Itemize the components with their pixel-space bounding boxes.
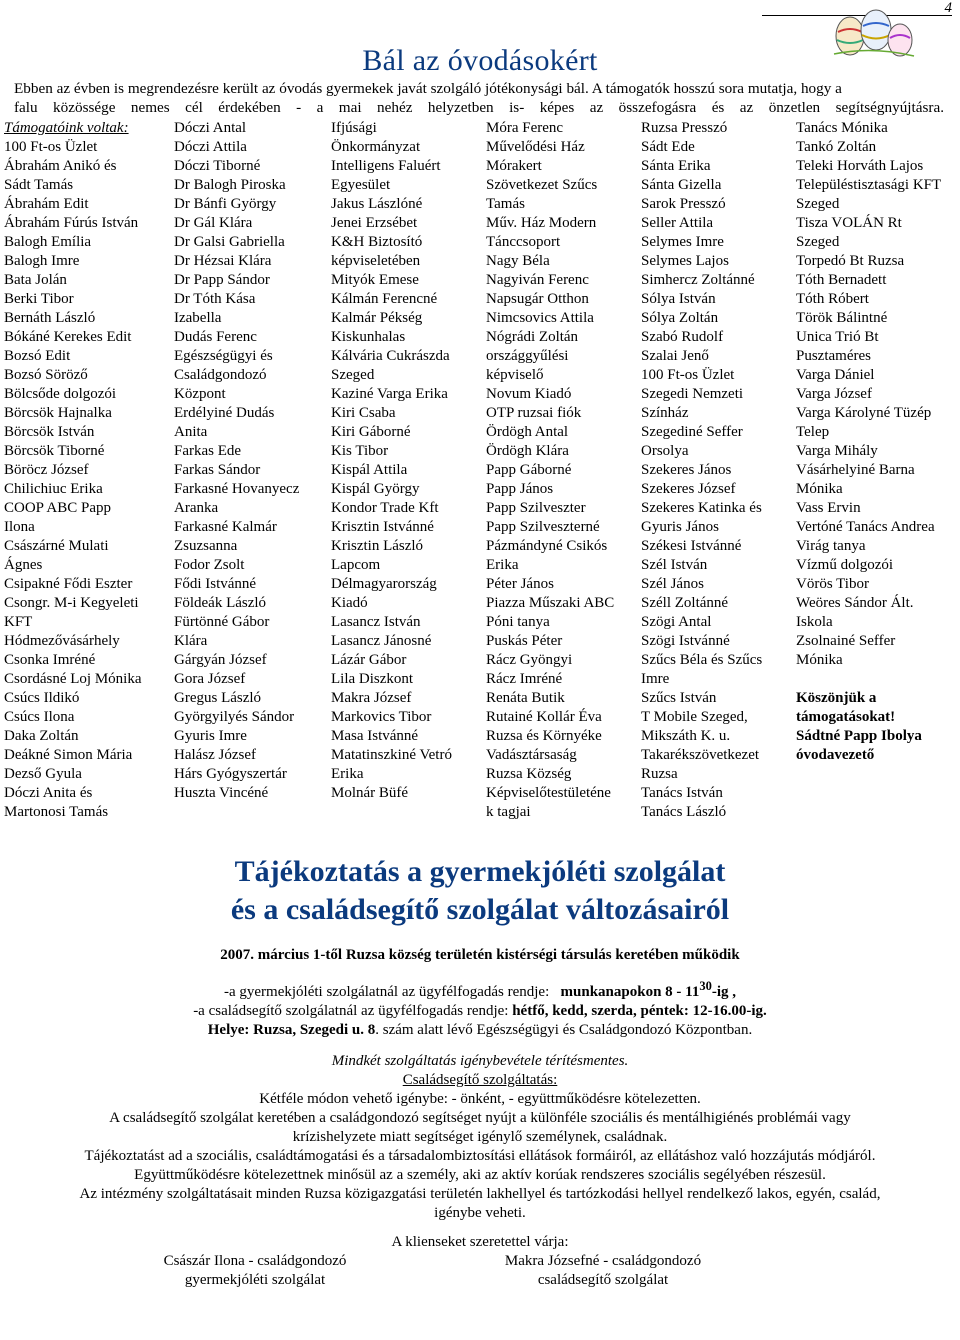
supporter-entry: Szövetkezet Szűcs (486, 177, 598, 193)
paragraph: Tájékoztatást ad a szociális, családtámogatási és a társadalombiztosítási ellátások formáiról, az ellátáshoz való hozzájutás módjáról. (84, 1148, 876, 1164)
supporter-entry: Képviselőtestületéne (486, 785, 611, 801)
supporter-entry: OTP ruzsai fiók (486, 405, 582, 421)
paragraph: krízishelyzete miatt segítséget igénylő személynek, családnak. (292, 1129, 668, 1145)
thanks-note (796, 689, 941, 763)
supporter-entry: Börcsök Tiborné (4, 443, 105, 459)
supporter-entry: T Mobile Szeged, (641, 709, 748, 725)
article-title: Bál az óvodásokért (362, 44, 598, 77)
supporter-entry: Iskola (796, 614, 833, 630)
supporter-entry: Csonka Imréné (4, 652, 96, 668)
spacer (796, 670, 941, 689)
supporter-entry: Varga Dániel (796, 367, 875, 383)
supporter-entry: Lila Diszkont (331, 671, 414, 687)
paragraph: A családsegítő szolgálat keretében a családgondozó segítséget nyújt a különféle szociális és mentálhigiénés problémái vagy (109, 1110, 851, 1126)
supporter-entry: Szűcs Béla és Szűcs (641, 652, 763, 668)
supporter-entry: Teleki Horváth Lajos (796, 158, 924, 174)
supporter-entry: Zsuzsanna (174, 538, 238, 554)
supporter-entry: Huszta Vincéné (174, 785, 269, 801)
supporter-entry: COOP ABC Papp (4, 500, 111, 516)
supporters-column-1 (4, 119, 141, 822)
supporter-entry: Matatinszkiné Vetró (331, 747, 452, 763)
thanks-line: Köszönjük a (796, 690, 877, 706)
supporter-entry: Erika (486, 557, 519, 573)
supporter-entry: Nimcsovics Attila (486, 310, 594, 326)
lead-paragraph: 2007. március 1-től Ruzsa község területén kistérségi társulás keretében működik (220, 947, 740, 963)
supporter-entry: Hódmezővásárhely (4, 633, 120, 649)
supporter-entry: Papp Szilveszterné (486, 519, 600, 535)
family-support-heading: Családsegítő szolgáltatás: (402, 1072, 558, 1088)
supporter-entry: Dr Tóth Kása (174, 291, 256, 307)
article-body (0, 946, 960, 1252)
supporter-entry: Nagyiván Ferenc (486, 272, 589, 288)
supporter-entry: Lapcom (331, 557, 381, 573)
supporter-entry: Virág tanya (796, 538, 866, 554)
supporter-entry: képviselő (486, 367, 544, 383)
paragraph: Együttműködésre kötelezettnek minősül az a személy, aki az aktív korúak rendszeres szociális segélyében részesül. (134, 1167, 826, 1183)
supporters-column-6 (796, 119, 942, 763)
hours-family-support (0, 1002, 960, 1021)
supporter-entry: Vertóné Tanács Andrea (796, 519, 935, 535)
supporter-entry: Lasancz Jánosné (331, 633, 432, 649)
supporter-entry: Műv. Ház Modern (486, 215, 597, 231)
location-label: Helye: Ruzsa, Szegedi u. 8 (207, 1022, 376, 1038)
supporter-entry: Településtisztasági KFT (796, 177, 942, 193)
supporter-entry: Tanács Mónika (796, 120, 888, 136)
supporter-entry: Szegediné Seffer (641, 424, 743, 440)
supporter-entry: Erika (331, 766, 364, 782)
supporter-entry: Papp Szilveszter (486, 500, 586, 516)
supporter-entry: Takarékszövetkezet (641, 747, 760, 763)
supporter-entry: Kálvária Cukrászda (331, 348, 450, 364)
supporter-entry: Önkormányzat (331, 139, 421, 155)
supporter-entry: Mórakert (486, 158, 542, 174)
supporter-entry: Simhercz Zoltánné (641, 272, 755, 288)
supporter-entry: Klára (174, 633, 208, 649)
thanks-line: támogatásokat! (796, 709, 896, 725)
supporter-entry: Molnár Büfé (331, 785, 409, 801)
supporter-entry: Fodor Zsolt (174, 557, 245, 573)
supporter-entry: Szögi Antal (641, 614, 712, 630)
supporter-entry: Börcsök Hajnalka (4, 405, 112, 421)
supporter-entry: Deákné Simon Mária (4, 747, 133, 763)
hours-label: -a gyermekjóléti szolgálatnál az ügyfélfogadás rendje: (223, 984, 550, 1000)
supporter-entry: Gyuris János (641, 519, 719, 535)
hours-suffix: -ig , (711, 984, 736, 1000)
supporter-entry: Kiadó (331, 595, 368, 611)
supporter-entry: Császárné Mulati (4, 538, 109, 554)
free-of-charge-note: Mindkét szolgáltatás igénybevétele térítésmentes. (331, 1053, 629, 1069)
supporter-entry: Mónika (796, 481, 843, 497)
supporter-entry: Dr Balogh Piroska (174, 177, 286, 193)
supporter-entry: Selymes Lajos (641, 253, 729, 269)
supporter-entry: Renáta Butik (486, 690, 565, 706)
supporter-entry: Györgyilyés Sándor (174, 709, 295, 725)
supporter-entry: K&H Biztosító (331, 234, 423, 250)
supporter-entry: Egyesület (331, 177, 391, 193)
supporter-entry: Telep (796, 424, 830, 440)
supporter-entry: Nógrádi Zoltán (486, 329, 579, 345)
supporter-entry: 100 Ft-os Üzlet (641, 367, 735, 383)
supporter-entry: Seller Attila (641, 215, 714, 231)
supporter-entry: Vízmű dolgozói (796, 557, 894, 573)
supporter-entry: Rácz Gyöngyi (486, 652, 573, 668)
supporter-entry: Sádt Tamás (4, 177, 74, 193)
supporter-entry: Gregus László (174, 690, 262, 706)
supporter-entry: Rutainé Kollár Éva (486, 709, 602, 725)
supporter-entry: Selymes Imre (641, 234, 724, 250)
supporter-entry: Ruzsa és Környéke (486, 728, 602, 744)
section-title (0, 853, 960, 929)
supporter-entry: Szekeres József (641, 481, 736, 497)
supporter-entry: Vadásztársaság (486, 747, 577, 763)
supporter-entry: Ágnes (4, 557, 43, 573)
welcome-line: A klienseket szeretettel várja: (391, 1234, 569, 1250)
paragraph: Az intézmény szolgáltatásait minden Ruzsa közigazgatási területén lakhellyel és tartózkodási hellyel rendelkező lakos, egyén, család, (79, 1186, 881, 1202)
supporter-entry: Bozsó Edit (4, 348, 71, 364)
supporter-entry: Sánta Gizella (641, 177, 722, 193)
supporter-entry: Kalmár Pékség (331, 310, 423, 326)
supporter-entry: Ördögh Klára (486, 443, 569, 459)
supporter-entry: Dr Bánfi György (174, 196, 277, 212)
supporter-entry: Bata Jolán (4, 272, 67, 288)
signature-name: Makra Józsefné - családgondozó (504, 1253, 702, 1269)
supporter-entry: Rácz Imréné (486, 671, 563, 687)
supporter-entry: Ábrahám Anikó és (4, 158, 117, 174)
supporter-entry: Lasancz István (331, 614, 421, 630)
supporter-entry: Tisza VOLÁN Rt (796, 215, 902, 231)
supporter-entry: Ruzsa Község (486, 766, 572, 782)
hours-value: munkanapokon 8 - 11 (560, 984, 700, 1000)
thanks-line: Sádtné Papp Ibolya (796, 728, 922, 744)
supporter-entry: Tanács István (641, 785, 723, 801)
supporter-entry: Kis Tibor (331, 443, 389, 459)
supporter-entry: Móra Ferenc (486, 120, 564, 136)
signature-role: gyermekjóléti szolgálat (184, 1272, 326, 1288)
supporter-entry: Gárgyán József (174, 652, 267, 668)
supporter-entry: Bölcsőde dolgozói (4, 386, 117, 402)
supporter-entry: Földeák László (174, 595, 267, 611)
supporter-entry: Markovics Tibor (331, 709, 432, 725)
supporter-entry: Kiri Gáborné (331, 424, 411, 440)
supporter-entry: Zsolnainé Seffer (796, 633, 896, 649)
supporter-entry: Chilichiuc Erika (4, 481, 103, 497)
hours-value: hétfő, kedd, szerda, péntek: 12-16.00-ig. (512, 1003, 767, 1019)
supporter-entry: Csongr. M-i Kegyeleti (4, 595, 139, 611)
supporter-entry: Lázár Gábor (331, 652, 407, 668)
supporter-entry: Művelődési Ház (486, 139, 585, 155)
supporter-entry: képviseletében (331, 253, 421, 269)
supporter-entry: Ilona (4, 519, 35, 535)
signature-name: Császár Ilona - családgondozó (163, 1253, 347, 1269)
supporter-entry: Széll Zoltánné (641, 595, 729, 611)
supporter-entry: Gora József (174, 671, 246, 687)
supporter-entry: Weöres Sándor Ált. (796, 595, 914, 611)
supporter-entry: Dr Papp Sándor (174, 272, 270, 288)
supporter-entry: országgyűlési (486, 348, 569, 364)
supporter-entry: Ábrahám Fúrús István (4, 215, 139, 231)
supporter-entry: Sánta Erika (641, 158, 711, 174)
supporters-column-5 (641, 119, 762, 822)
supporter-entry: Vörös Tibor (796, 576, 869, 592)
supporter-entry: Mityók Emese (331, 272, 419, 288)
supporter-entry: Vásárhelyiné Barna (796, 462, 915, 478)
supporter-entry: Dr Gál Klára (174, 215, 253, 231)
supporter-entry: Börcsök István (4, 424, 95, 440)
supporter-entry: Unica Trió Bt (796, 329, 879, 345)
intro-line: Ebben az évben is megrendezésre került az óvodás gyermekek javát szolgáló jótékonysági bál. A támogatók hosszú sora mutatja, hogy a (14, 80, 842, 97)
supporter-entry: k tagjai (486, 804, 531, 820)
supporter-entry: Póni tanya (486, 614, 550, 630)
supporter-entry: Anita (174, 424, 208, 440)
supporter-entry: Farkas Ede (174, 443, 242, 459)
supporter-entry: Fürtönné Gábor (174, 614, 270, 630)
supporter-entry: Délmagyarország (331, 576, 437, 592)
supporter-entry: Péter János (486, 576, 554, 592)
supporter-entry: Török Bálintné (796, 310, 888, 326)
supporter-entry: Puskás Péter (486, 633, 563, 649)
supporter-entry: Masa Istvánné (331, 728, 419, 744)
supporter-entry: Dóczi Antal (174, 120, 247, 136)
supporter-entry: Böröcz József (4, 462, 89, 478)
supporter-entry: Szegedi Nemzeti (641, 386, 744, 402)
supporter-entry: Kiri Csaba (331, 405, 396, 421)
supporter-entry: Daka Zoltán (4, 728, 79, 744)
supporter-entry: Kálmán Ferencné (331, 291, 438, 307)
supporter-entry: Varga József (796, 386, 872, 402)
supporter-entry: Vass Ervin (796, 500, 861, 516)
supporter-entry: Martonosi Tamás (4, 804, 109, 820)
supporter-entry: Gyuris Imre (174, 728, 247, 744)
supporter-entry: Tóth Bernadett (796, 272, 887, 288)
signature-right (478, 1252, 728, 1290)
supporter-entry: Erdélyiné Dudás (174, 405, 275, 421)
supporter-entry: Családgondozó (174, 367, 267, 383)
supporter-entry: Aranka (174, 500, 219, 516)
supporter-entry: Csordásné Loj Mónika (4, 671, 142, 687)
supporter-entry: Szalai Jenő (641, 348, 709, 364)
page-number: 4 (762, 0, 952, 16)
paragraph: igénybe veheti. (434, 1205, 526, 1221)
supporter-entry: Bernáth László (4, 310, 96, 326)
supporter-entry: Sarok Presszó (641, 196, 726, 212)
supporter-entry: KFT (4, 614, 33, 630)
supporter-entry: Makra József (331, 690, 412, 706)
supporter-entry: Ördögh Antal (486, 424, 569, 440)
paragraph: Kétféle módon vehető igénybe: - önként, - együttműködésre kötelezetten. (259, 1091, 701, 1107)
supporter-entry: Szél János (641, 576, 704, 592)
location-detail: . szám alatt lévő Egészségügyi és Családgondozó Központban. (375, 1022, 753, 1038)
supporter-entry: Jakus Lászlóné (331, 196, 423, 212)
supporter-entry: Ábrahám Edit (4, 196, 89, 212)
supporter-entry: Nagy Béla (486, 253, 550, 269)
supporter-entry: Székesi Istvánné (641, 538, 742, 554)
supporter-entry: Berki Tibor (4, 291, 74, 307)
supporter-entry: Papp János (486, 481, 554, 497)
hours-child-welfare (0, 977, 960, 1002)
supporter-entry: Központ (174, 386, 226, 402)
supporter-entry: Tánccsoport (486, 234, 561, 250)
supporter-entry: Torpedó Bt Ruzsa (796, 253, 905, 269)
supporter-entry: Ifjúsági (331, 120, 377, 136)
supporter-entry: Dóczi Attila (174, 139, 247, 155)
supporter-entry: Kondor Trade Kft (331, 500, 439, 516)
hours-superscript: 30 (699, 979, 712, 993)
supporter-entry: Szeged (796, 234, 840, 250)
supporter-entry: Papp Gáborné (486, 462, 572, 478)
supporters-label: Támogatóink voltak: (4, 120, 129, 136)
supporter-entry: Jenei Erzsébet (331, 215, 418, 231)
supporter-entry: Halász József (174, 747, 257, 763)
supporter-entry: Dr Hézsai Klára (174, 253, 272, 269)
supporter-entry: Krisztin László (331, 538, 424, 554)
supporter-entry: Szűcs István (641, 690, 717, 706)
supporter-entry: Varga Károlyné Tüzép (796, 405, 932, 421)
supporter-entry: Szeged (331, 367, 375, 383)
supporter-entry: Fődi Istvánné (174, 576, 257, 592)
supporter-entry: 100 Ft-os Üzlet (4, 139, 98, 155)
supporter-entry: Mikszáth K. u. (641, 728, 731, 744)
supporter-entry: Dr Galsi Gabriella (174, 234, 285, 250)
supporter-entry: Napsugár Otthon (486, 291, 589, 307)
supporter-entry: Krisztin Istvánné (331, 519, 434, 535)
supporter-entry: Balogh Emília (4, 234, 92, 250)
supporter-entry: Színház (641, 405, 689, 421)
supporter-entry: Farkasné Kalmár (174, 519, 277, 535)
signature-left (120, 1252, 390, 1290)
supporter-entry: Bozsó Söröző (4, 367, 88, 383)
supporter-entry: Csúcs Ildikó (4, 690, 80, 706)
supporter-entry: Kispál György (331, 481, 420, 497)
supporter-entry: Pázmándyné Csikós (486, 538, 608, 554)
supporter-entry: Egészségügyi és (174, 348, 273, 364)
supporter-entry: Hárs Gyógyszertár (174, 766, 287, 782)
supporter-entry: Csipakné Fődi Eszter (4, 576, 133, 592)
supporter-entry: Intelligens Faluért (331, 158, 441, 174)
supporter-entry: Orsolya (641, 443, 689, 459)
section-title-line: Tájékoztatás a gyermekjóléti szolgálat (234, 855, 726, 888)
supporter-entry: Kiskunhalas (331, 329, 406, 345)
supporter-entry: Szeged (796, 196, 840, 212)
supporter-entry: Varga Mihály (796, 443, 878, 459)
supporter-entry: Szögi Istvánné (641, 633, 730, 649)
supporter-entry: Tankó Zoltán (796, 139, 877, 155)
supporter-entry: Kispál Attila (331, 462, 408, 478)
supporter-entry: Tanács László (641, 804, 727, 820)
supporter-entry: Bókáné Kerekes Edit (4, 329, 132, 345)
supporter-entry: Mónika (796, 652, 843, 668)
supporter-entry: Dudás Ferenc (174, 329, 257, 345)
supporter-entry: Pusztaméres (796, 348, 871, 364)
supporter-entry: Farkasné Hovanyecz (174, 481, 300, 497)
supporter-entry: Szabó Rudolf (641, 329, 724, 345)
supporter-entry: Szekeres János (641, 462, 732, 478)
supporter-entry: Dóczi Tiborné (174, 158, 261, 174)
supporter-entry: Piazza Műszaki ABC (486, 595, 615, 611)
hours-label: -a családsegítő szolgálatnál az ügyfélfogadás rendje: (193, 1003, 509, 1019)
location (0, 1021, 960, 1040)
intro-line: falu közössége nemes cél érdekében - a mai nehéz helyzetben is- képes az összefogásra és az önzetlen segítségnyújtásra. (14, 99, 944, 116)
supporters-column-3 (331, 119, 452, 803)
supporter-entry: Dóczi Anita és (4, 785, 93, 801)
intro-paragraph (14, 79, 944, 117)
supporter-entry: Sádt Ede (641, 139, 695, 155)
supporter-entry: Izabella (174, 310, 222, 326)
supporters-column-4 (486, 119, 614, 822)
supporters-column-2 (174, 119, 299, 803)
supporter-entry: Ruzsa Presszó (641, 120, 728, 136)
supporter-entry: Szél István (641, 557, 708, 573)
supporter-entry: Ruzsa (641, 766, 678, 782)
supporter-entry: Szekeres Katinka és (641, 500, 762, 516)
supporter-entry: Novum Kiadó (486, 386, 572, 402)
supporter-entry: Sólya István (641, 291, 716, 307)
thanks-line: óvodavezető (796, 747, 875, 763)
supporter-entry: Tóth Róbert (796, 291, 869, 307)
supporter-entry: Farkas Sándor (174, 462, 261, 478)
supporter-entry: Imre (641, 671, 670, 687)
supporter-entry: Balogh Imre (4, 253, 80, 269)
section-title-line: és a családsegítő szolgálat változásairól (230, 893, 730, 926)
supporter-entry: Dezső Gyula (4, 766, 82, 782)
signature-role: családsegítő szolgálat (537, 1272, 669, 1288)
supporter-entry: Kaziné Varga Erika (331, 386, 448, 402)
supporter-entry: Tamás (486, 196, 525, 212)
supporter-entry: Sólya Zoltán (641, 310, 719, 326)
supporter-entry: Csúcs Ilona (4, 709, 75, 725)
